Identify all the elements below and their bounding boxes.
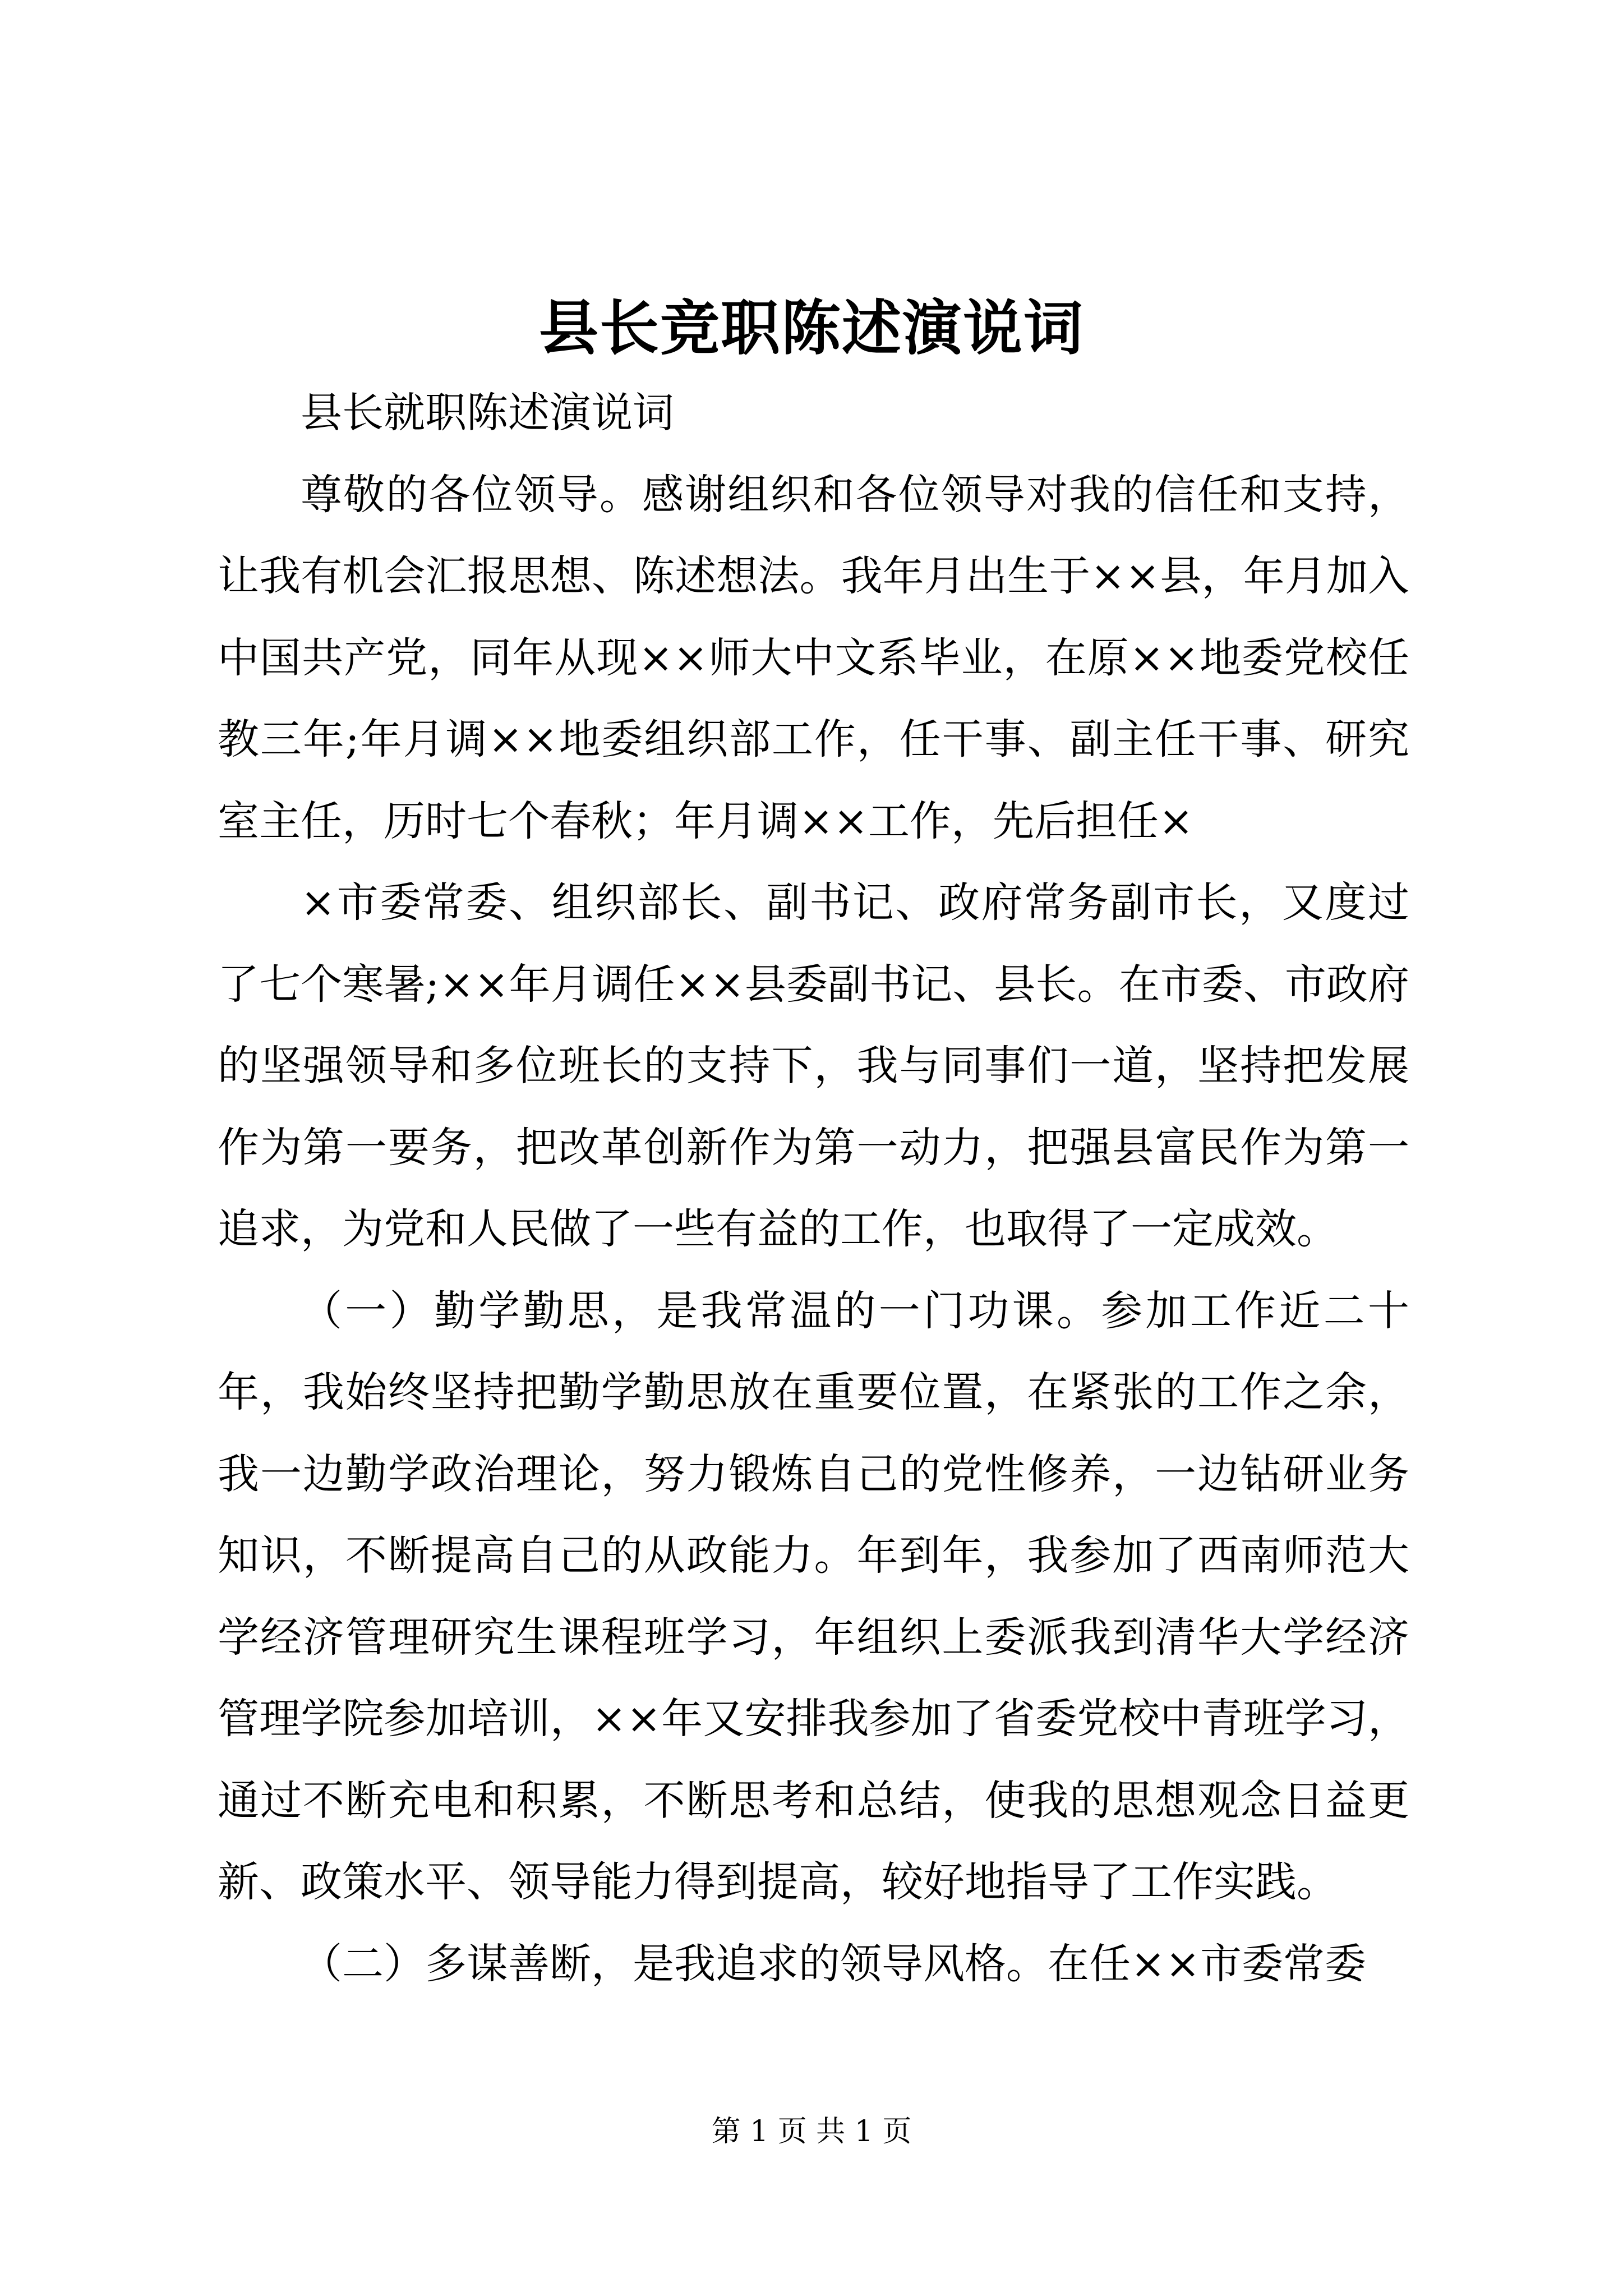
document-title: 县长竞职陈述演说词 xyxy=(539,293,1084,363)
body-paragraph: （二）多谋善断，是我追求的领导风格。在任××市委常委 xyxy=(301,1939,1367,1988)
document-body xyxy=(218,372,1409,2005)
body-paragraph: （一）勤学勤思，是我常温的一门功课。参加工作近二十年，我始终坚持把勤学勤思放在重要位置，在紧张的工作之余，我一边勤学政治理论，努力锻炼自己的党性修养，一边钻研业务知识，不断提高自己的从政能力。年到年，我参加了西南师范大学经济管理研究生课程班学习，年组织上委派我到清华大学经济管理学院参加培训，××年又安排我参加了省委党校中青班学习，通过不断充电和积累，不断思考和总结，使我的思想观念日益更新、政策水平、领导能力得到提高，较好地指导了工作实践。 xyxy=(218,1286,1409,1906)
body-paragraph: ×市委常委、组织部长、副书记、政府常务副市长，又度过了七个寒暑;××年月调任××县委副书记、县长。在市委、市政府的坚强领导和多位班长的支持下，我与同事们一道，坚持把发展作为第一要务，把改革创新作为第一动力，把强县富民作为第一追求，为党和人民做了一些有益的工作，也取得了一定成效。 xyxy=(218,878,1409,1253)
body-paragraph: 尊敬的各位领导。感谢组织和各位领导对我的信任和支持，让我有机会汇报思想、陈述想法。我年月出生于××县，年月加入中国共产党，同年从现××师大中文系毕业，在原××地委党校任教三年;年月调××地委组织部工作，任干事、副主任干事、研究室主任，历时七个春秋；年月调××工作，先后担任× xyxy=(218,470,1409,845)
page-number-footer: 第 1 页 共 1 页 xyxy=(711,2115,912,2148)
subtitle-paragraph: 县长就职陈述演说词 xyxy=(301,389,674,437)
